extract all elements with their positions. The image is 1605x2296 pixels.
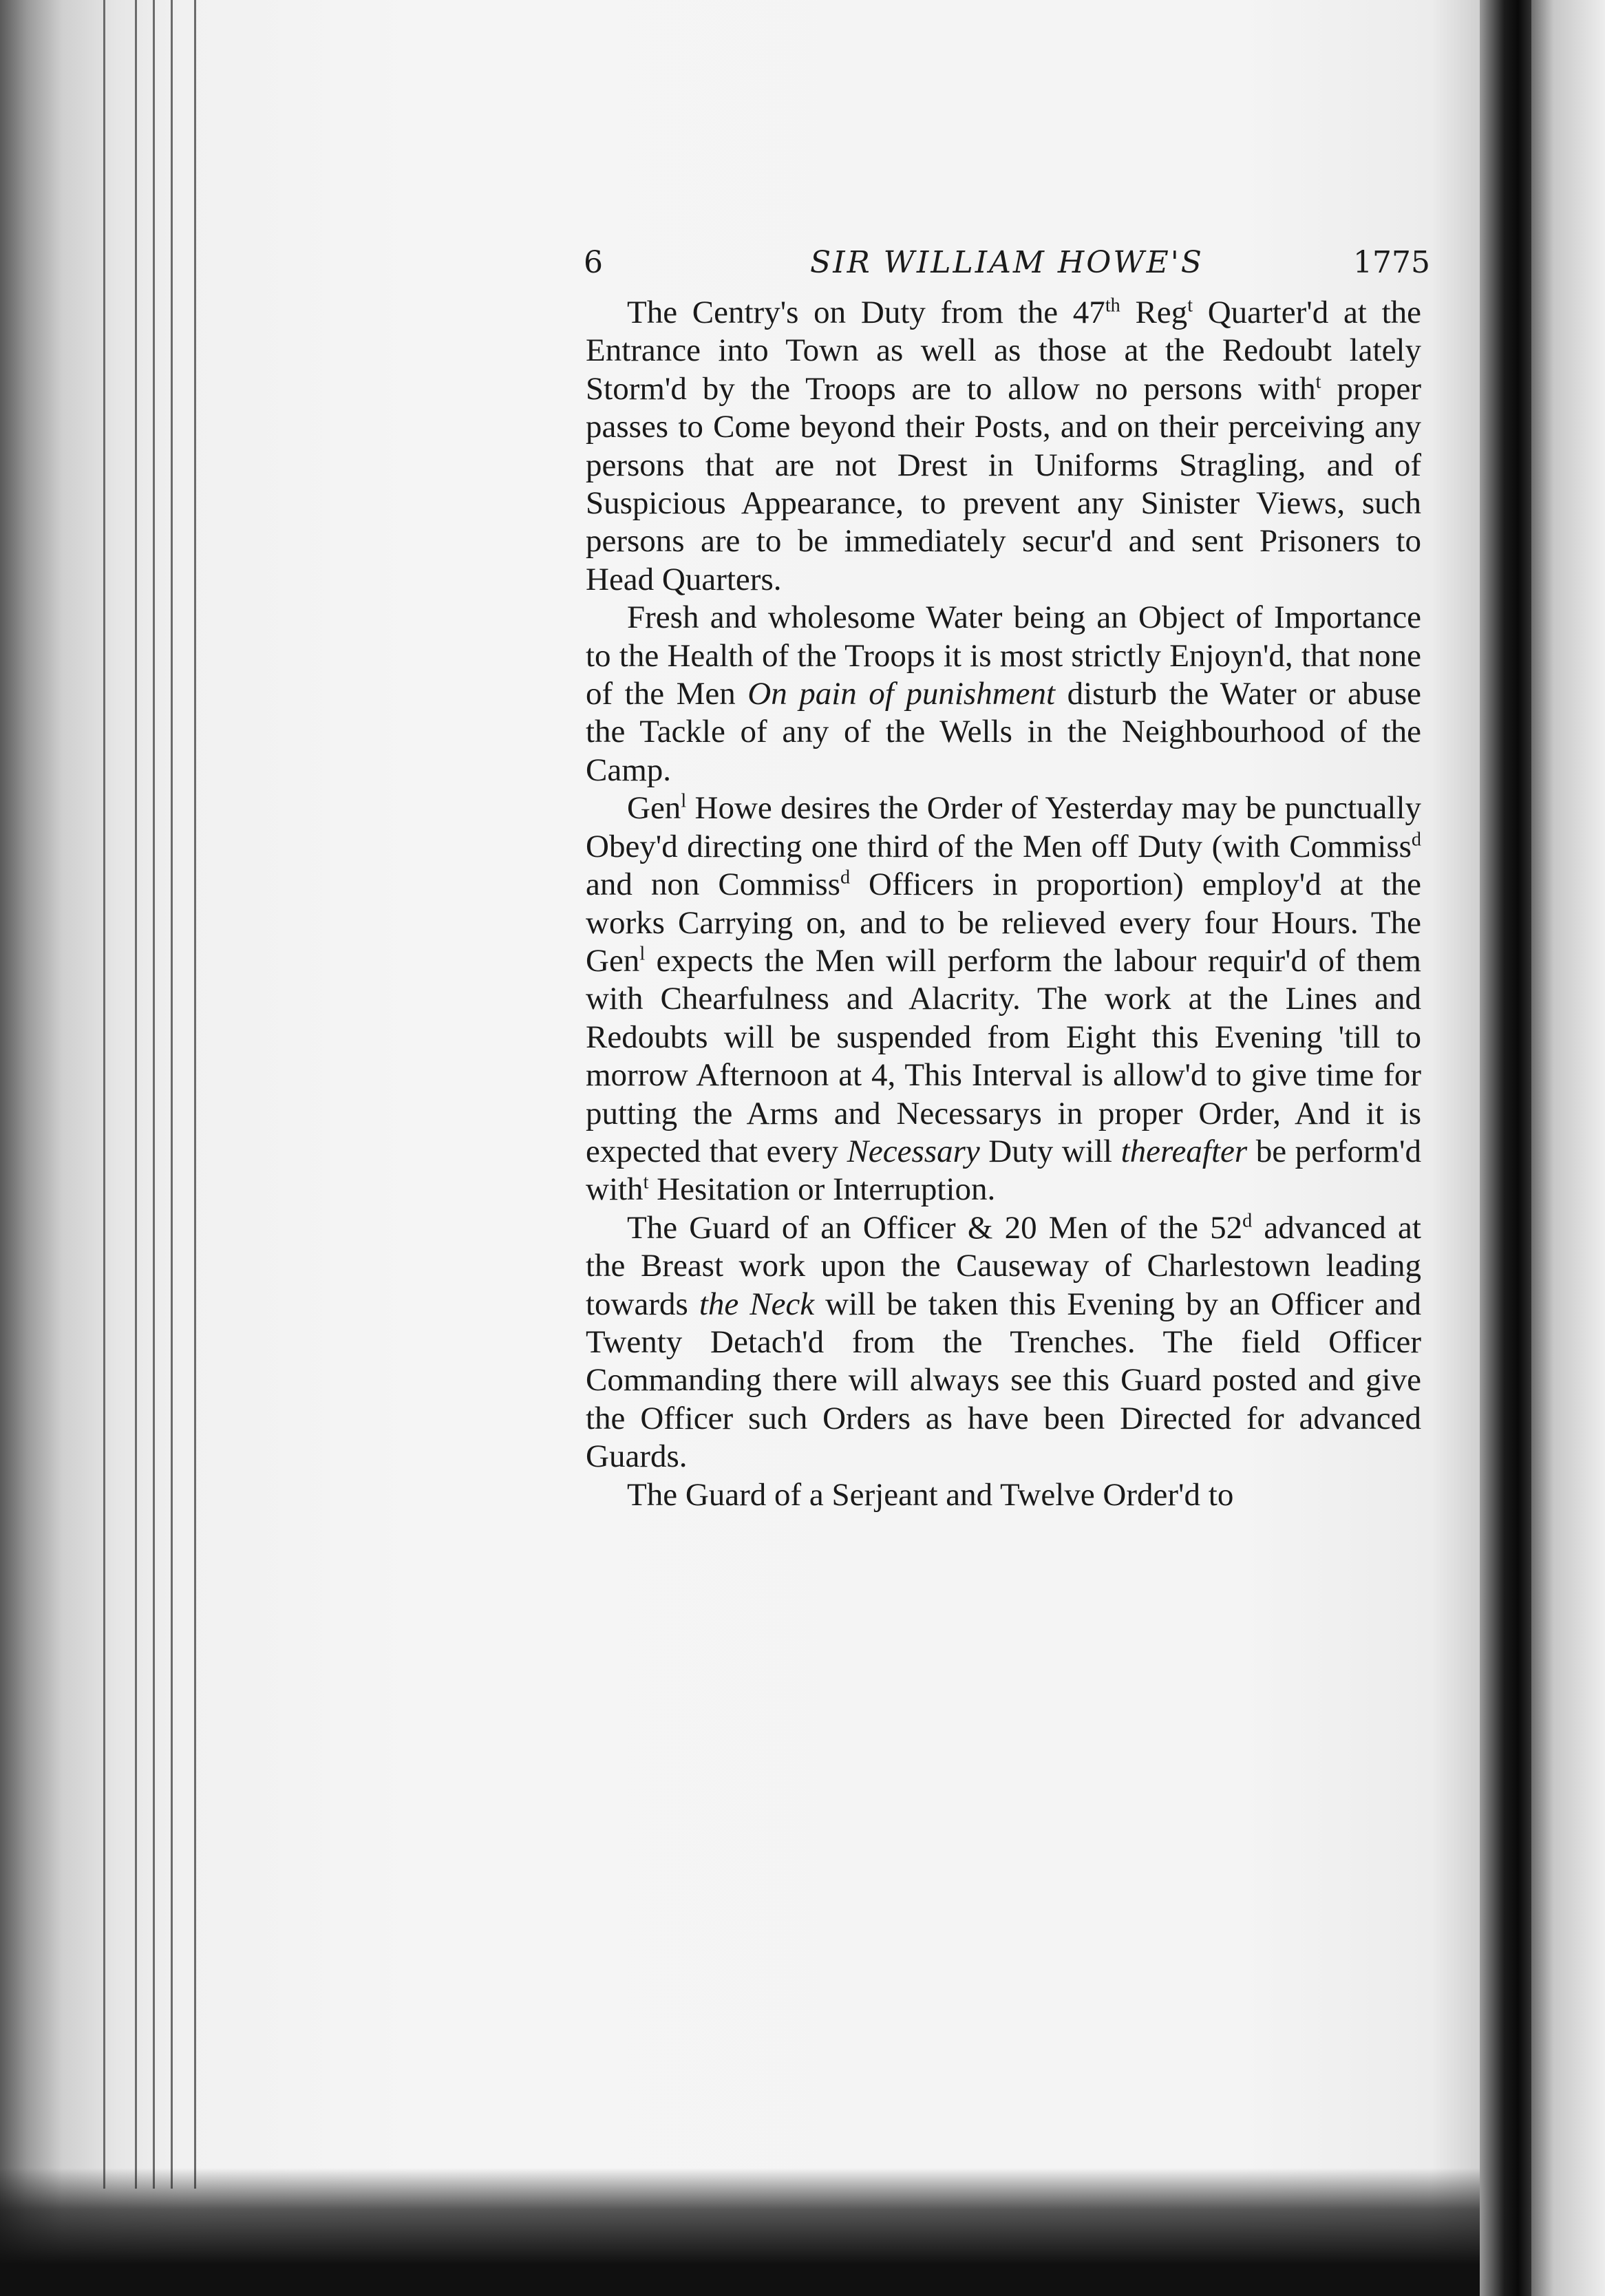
page-number: 6 [584,245,603,280]
text-run: Howe desires the Order of Yesterday may be punctually Obey'd directing one third of the Men off Duty (with Commiss [586,790,1421,864]
paragraph [586,1209,1421,1476]
superscript-text: t [643,1171,649,1193]
italic-text: On pain of punishment [747,676,1056,712]
page-edge-line [153,0,155,2189]
italic-text: the Neck [699,1286,815,1322]
text-run: will be taken this Evening by an Officer and Twenty Detach'd from the Trenches. The field Officer Commanding there will always see this Guard posted and give the Officer such Orders as have been Directed for advanced Guards. [586,1286,1421,1475]
right-page-edge [1531,0,1605,2296]
page-bottom-shadow [0,2168,1497,2296]
superscript-text: t [1315,371,1321,393]
superscript-text: l [639,943,646,965]
superscript-text: d [1242,1210,1253,1232]
text-run: Officers in proportion) employ'd at the works Carrying on, and to be relieved every four Hours. The Gen [586,867,1422,979]
text-run: disturb the Water or abuse the Tackle of any of the Wells in the Neighbourhood of the Camp. [586,676,1421,788]
book-spine-gutter [1480,0,1535,2296]
text-run: Gen [627,790,681,827]
text-run: Fresh and wholesome Water being an Object of Importance to the Health of the Troops it is most strictly Enjoyn'd, that none of the Men [586,599,1421,712]
page-edge-line [103,0,105,2189]
text-run: The Guard of an Officer & 20 Men of the 52 [627,1209,1243,1246]
text-run: and non Commiss [586,867,840,903]
text-run: Quarter'd at the Entrance into Town as well as those at the Redoubt lately Storm'd by the Troops are to allow no persons with [586,295,1421,407]
text-run: proper passes to Come beyond their Posts, and on their perceiving any persons that are not Drest in Uniforms Stragling, and of Suspicious Appearance, to prevent any Sinister Views, such persons are to be immediately secur'd and sent Prisoners to Head Quarters. [586,370,1421,597]
superscript-text: l [681,790,687,812]
text-run: expects the Men will perform the labour requir'd of them with Chearfulness and Alacrity. The work at the Lines and Redoubts will be suspended from Eight this Evening 'till to morrow Afternoon at 4, This Interval is allow'd to give time for putting the Arms and Necessarys in proper Order, And it is expected that every [586,942,1421,1169]
text-run: advanced at the Breast work upon the Causeway of Charlestown leading towards [586,1209,1421,1322]
paragraph [586,1476,1421,1514]
text-run: Duty will [979,1133,1121,1169]
paragraph [586,599,1421,789]
text-run: be perform'd with [586,1133,1421,1208]
italic-text: Necessary [847,1133,980,1169]
page-edge-line [171,0,173,2189]
running-title: SIR WILLIAM HOWE'S [810,245,1204,280]
page-edge-line [194,0,196,2189]
text-run: The Guard of a Serjeant and Twelve Order'd to [627,1476,1234,1513]
page-body-text [586,294,1421,1514]
page-edge-line [135,0,137,2189]
paragraph [586,789,1421,1209]
italic-text: thereafter [1120,1133,1248,1169]
text-run: The Centry's on Duty from the 47 [627,295,1105,330]
superscript-text: t [1187,295,1193,317]
superscript-text: d [1411,829,1421,851]
text-run: Hesitation or Interruption. [648,1171,996,1208]
header-year: 1775 [1353,245,1430,280]
paragraph [586,294,1421,599]
superscript-text: d [840,867,851,889]
page-header [584,245,1430,286]
superscript-text: th [1105,295,1120,317]
text-run: Reg [1120,295,1188,330]
